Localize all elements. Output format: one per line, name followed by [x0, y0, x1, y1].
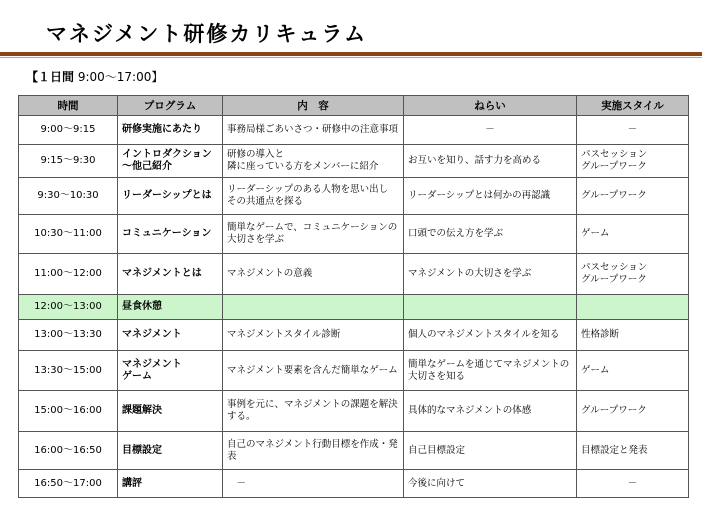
content-line: リーダーシップのある人物を思い出し	[227, 184, 389, 195]
program-line: 〜他己紹介	[122, 161, 172, 172]
program-line: ゲーム	[122, 370, 152, 382]
time-cell: 9:00〜9:15	[19, 116, 118, 145]
program-cell	[118, 432, 223, 470]
content-line: 事務局様ごあいさつ・研修中の注意事項	[227, 124, 399, 135]
program-cell	[118, 351, 223, 391]
content-cell	[223, 432, 404, 470]
table-row	[19, 254, 689, 295]
page-title: マネジメント研修カリキュラム	[46, 22, 368, 46]
program-cell	[118, 320, 223, 351]
program-cell	[118, 391, 223, 432]
program-cell	[118, 295, 223, 320]
table-row	[19, 295, 689, 320]
program-cell	[118, 254, 223, 295]
content-cell	[223, 116, 404, 145]
style-line: パスセッション	[581, 149, 648, 160]
aim-line: 今後に向けて	[408, 477, 466, 489]
aim-line: お互いを知り、話す力を高める	[408, 155, 542, 166]
program-line: マネジメント	[122, 358, 182, 370]
curriculum-table	[18, 95, 689, 498]
duration-bracket-label: 【１日間	[26, 70, 75, 84]
time-cell: 12:00〜13:00	[19, 295, 118, 320]
table-row	[19, 470, 689, 498]
style-line: ゲーム	[581, 364, 610, 376]
header-content: 内 容	[223, 96, 404, 116]
table-row	[19, 145, 689, 178]
content-cell	[223, 254, 404, 295]
aim-cell	[404, 320, 577, 351]
content-line: 自己のマネジメント行動目標を作成・発表	[227, 438, 398, 462]
aim-cell	[404, 145, 577, 178]
content-line: マネジメントの意義	[227, 268, 313, 279]
program-cell	[118, 215, 223, 254]
content-line: マネジメントスタイル診断	[227, 329, 341, 340]
content-line: 研修の導入と	[227, 149, 285, 160]
style-cell	[577, 320, 689, 351]
program-line: 目標設定	[122, 444, 162, 456]
style-cell	[577, 178, 689, 215]
style-cell	[577, 295, 689, 320]
style-line: 性格診断	[581, 329, 620, 340]
aim-cell	[404, 432, 577, 470]
time-cell: 10:30〜11:00	[19, 215, 118, 254]
aim-cell	[404, 178, 577, 215]
style-line: パスセッション	[581, 262, 648, 273]
duration-time: 9:00〜17:00】	[77, 70, 164, 84]
aim-cell	[404, 215, 577, 254]
style-cell	[577, 116, 689, 145]
program-line: コミュニケーション	[122, 228, 212, 239]
style-line: －	[627, 124, 638, 135]
content-cell	[223, 320, 404, 351]
style-cell	[577, 145, 689, 178]
style-line: グループワーク	[581, 274, 647, 285]
content-cell	[223, 215, 404, 254]
title-divider	[0, 52, 702, 56]
style-cell	[577, 470, 689, 498]
aim-line: 簡単なゲームを通じてマネジメントの	[408, 358, 570, 370]
table-row	[19, 320, 689, 351]
program-cell	[118, 470, 223, 498]
table-body	[19, 116, 689, 498]
style-cell	[577, 391, 689, 432]
time-cell: 15:00〜16:00	[19, 391, 118, 432]
table-row	[19, 116, 689, 145]
content-line: 大切さを学ぶ	[227, 234, 285, 245]
content-cell	[223, 178, 404, 215]
aim-cell	[404, 295, 577, 320]
content-line: 隣に座っている方をメンバーに紹介	[227, 161, 379, 172]
program-cell	[118, 116, 223, 145]
style-line: 目標設定と発表	[581, 444, 648, 456]
aim-line: 個人のマネジメントスタイルを知る	[408, 329, 560, 340]
aim-line: 具体的なマネジメントの体感	[408, 405, 532, 416]
program-cell	[118, 145, 223, 178]
style-line: ゲーム	[581, 228, 610, 239]
header-style: 実施スタイル	[577, 96, 689, 116]
table-row	[19, 432, 689, 470]
content-line: マネジメント要素を含んだ簡単なゲーム	[227, 364, 398, 376]
time-cell: 13:00〜13:30	[19, 320, 118, 351]
style-line: グループワーク	[581, 190, 647, 201]
header-time: 時間	[19, 96, 118, 116]
program-line: リーダーシップとは	[122, 190, 212, 201]
duration-label	[26, 68, 163, 85]
time-cell: 9:30〜10:30	[19, 178, 118, 215]
content-cell	[223, 470, 404, 498]
time-cell: 13:30〜15:00	[19, 351, 118, 391]
table-header-row	[19, 96, 689, 116]
table-row	[19, 215, 689, 254]
title-divider-thin	[0, 57, 702, 58]
content-cell	[223, 351, 404, 391]
aim-line: 自己目標設定	[408, 444, 466, 456]
aim-line: 口頭での伝え方を学ぶ	[408, 228, 504, 239]
table-row	[19, 178, 689, 215]
table-row	[19, 351, 689, 391]
aim-line: 大切さを知る	[408, 370, 466, 382]
aim-cell	[404, 351, 577, 391]
header-aim: ねらい	[404, 96, 577, 116]
style-cell	[577, 432, 689, 470]
aim-cell	[404, 254, 577, 295]
aim-line: リーダーシップとは何かの再認識	[408, 190, 551, 201]
program-line: 課題解決	[122, 405, 162, 416]
aim-cell	[404, 116, 577, 145]
content-line: 事例を元に、マネジメントの課題を解決する。	[227, 399, 398, 422]
program-cell	[118, 178, 223, 215]
style-line: グループワーク	[581, 405, 647, 416]
time-cell: 11:00〜12:00	[19, 254, 118, 295]
aim-cell	[404, 470, 577, 498]
program-line: 研修実施にあたり	[122, 124, 202, 135]
content-cell	[223, 145, 404, 178]
time-cell: 16:50〜17:00	[19, 470, 118, 498]
style-cell	[577, 215, 689, 254]
content-cell	[223, 391, 404, 432]
aim-line: －	[485, 124, 495, 135]
program-line: 講評	[122, 477, 142, 489]
content-line: －	[227, 477, 247, 489]
style-line: グループワーク	[581, 161, 647, 172]
program-line: マネジメント	[122, 329, 182, 340]
aim-line: マネジメントの大切さを学ぶ	[408, 268, 532, 279]
content-cell	[223, 295, 404, 320]
header-program: プログラム	[118, 96, 223, 116]
program-line: 昼食休憩	[122, 301, 162, 312]
program-line: イントロダクション	[122, 149, 212, 160]
content-line: 簡単なゲームで、コミュニケーションの	[227, 222, 398, 233]
style-cell	[577, 254, 689, 295]
table-row	[19, 391, 689, 432]
time-cell: 9:15〜9:30	[19, 145, 118, 178]
time-cell: 16:00〜16:50	[19, 432, 118, 470]
aim-cell	[404, 391, 577, 432]
program-line: マネジメントとは	[122, 268, 202, 279]
content-line: その共通点を探る	[227, 196, 304, 207]
style-line: －	[627, 477, 638, 489]
style-cell	[577, 351, 689, 391]
